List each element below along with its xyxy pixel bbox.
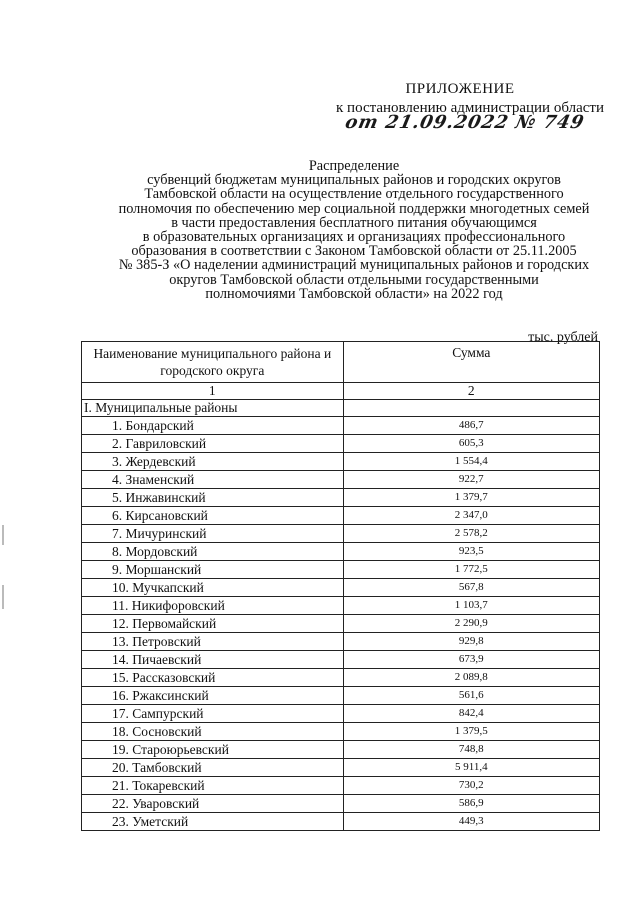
group-value-empty	[343, 400, 599, 417]
district-name: 13. Петровский	[82, 633, 344, 651]
scan-margin-mark	[2, 585, 4, 609]
district-sum: 923,5	[343, 543, 599, 561]
title-line: полномочиями Тамбовской области» на 2022 год	[205, 285, 503, 302]
table-row	[82, 777, 600, 795]
district-name: 20. Тамбовский	[82, 759, 344, 777]
table-row	[82, 561, 600, 579]
district-name: 6. Кирсановский	[82, 507, 344, 525]
decree-reference: к постановлению администрации области	[336, 100, 604, 116]
district-sum: 2 290,9	[343, 615, 599, 633]
appendix-title: ПРИЛОЖЕНИЕ	[405, 81, 515, 97]
district-name: 23. Уметский	[82, 813, 344, 831]
district-name: 8. Мордовский	[82, 543, 344, 561]
title-line: образования в соответствии с Законом Тамбовской области от 25.11.2005	[131, 243, 577, 260]
district-sum: 605,3	[343, 435, 599, 453]
table-row	[82, 615, 600, 633]
district-sum: 567,8	[343, 579, 599, 597]
column-number-2: 2	[343, 383, 599, 400]
district-name: 22. Уваровский	[82, 795, 344, 813]
district-sum: 5 911,4	[343, 759, 599, 777]
title-line: субвенций бюджетам муниципальных районов и городских округов	[147, 172, 561, 189]
district-name: 5. Инжавинский	[82, 489, 344, 507]
district-sum: 842,4	[343, 705, 599, 723]
district-sum: 1 379,5	[343, 723, 599, 741]
table-row	[82, 417, 600, 435]
district-name: 16. Ржаксинский	[82, 687, 344, 705]
title-line: в образовательных организациях и организациях профессионального	[142, 229, 566, 246]
district-name: 17. Сампурский	[82, 705, 344, 723]
district-sum: 730,2	[343, 777, 599, 795]
district-sum: 922,7	[343, 471, 599, 489]
district-sum: 1 554,4	[343, 453, 599, 471]
table-row	[82, 669, 600, 687]
district-name: 1. Бондарский	[82, 417, 344, 435]
table-row	[82, 489, 600, 507]
title-line: № 385-З «О наделении администраций муниципальных районов и городских	[118, 257, 590, 274]
unit-label: тыс. рублей	[528, 330, 598, 345]
district-sum: 586,9	[343, 795, 599, 813]
district-sum: 673,9	[343, 651, 599, 669]
district-name: 9. Моршанский	[82, 561, 344, 579]
table-row	[82, 705, 600, 723]
scan-margin-mark	[2, 525, 4, 545]
table-header-row	[82, 342, 600, 383]
table-row	[82, 507, 600, 525]
district-sum: 449,3	[343, 813, 599, 831]
table-row	[82, 651, 600, 669]
district-sum: 1 379,7	[343, 489, 599, 507]
district-name: 15. Рассказовский	[82, 669, 344, 687]
column-header-name: Наименование муниципального района и городского округа	[82, 342, 344, 383]
district-name: 3. Жердевский	[82, 453, 344, 471]
group-label: I. Муниципальные районы	[82, 400, 344, 417]
table-row	[82, 687, 600, 705]
title-line: полномочия по обеспечению мер социальной поддержки многодетных семей	[118, 200, 590, 217]
table-row	[82, 453, 600, 471]
table-row	[82, 741, 600, 759]
district-sum: 561,6	[343, 687, 599, 705]
table-row	[82, 435, 600, 453]
district-sum: 748,8	[343, 741, 599, 759]
handwritten-date-number: от 21.09.2022 № 749	[343, 112, 587, 133]
district-name: 7. Мичуринский	[82, 525, 344, 543]
district-name: 11. Никифоровский	[82, 597, 344, 615]
district-sum: 486,7	[343, 417, 599, 435]
column-header-sum: Сумма	[343, 342, 599, 383]
table-row	[82, 633, 600, 651]
table-row	[82, 597, 600, 615]
column-number-row	[82, 383, 600, 400]
group-row	[82, 400, 600, 417]
distribution-table	[81, 341, 600, 831]
table-row	[82, 795, 600, 813]
document-title	[80, 159, 628, 301]
district-name: 21. Токаревский	[82, 777, 344, 795]
title-line: Тамбовской области на осуществление отдельного государственного	[144, 186, 564, 203]
column-number-1: 1	[82, 383, 344, 400]
district-name: 2. Гавриловский	[82, 435, 344, 453]
title-line: округов Тамбовской области отдельными государственными	[169, 271, 539, 288]
district-name: 10. Мучкапский	[82, 579, 344, 597]
table-row	[82, 723, 600, 741]
title-line: в части предоставления бесплатного питания обучающимся	[171, 214, 537, 231]
district-sum: 1 772,5	[343, 561, 599, 579]
title-line: Распределение	[308, 158, 400, 174]
table-row	[82, 543, 600, 561]
table-row	[82, 525, 600, 543]
table-row	[82, 471, 600, 489]
district-name: 19. Староюрьевский	[82, 741, 344, 759]
district-name: 14. Пичаевский	[82, 651, 344, 669]
district-sum: 1 103,7	[343, 597, 599, 615]
district-name: 12. Первомайский	[82, 615, 344, 633]
district-name: 18. Сосновский	[82, 723, 344, 741]
table-row	[82, 813, 600, 831]
table-row	[82, 759, 600, 777]
district-sum: 2 089,8	[343, 669, 599, 687]
district-sum: 2 347,0	[343, 507, 599, 525]
district-sum: 929,8	[343, 633, 599, 651]
table-row	[82, 579, 600, 597]
district-name: 4. Знаменский	[82, 471, 344, 489]
district-sum: 2 578,2	[343, 525, 599, 543]
